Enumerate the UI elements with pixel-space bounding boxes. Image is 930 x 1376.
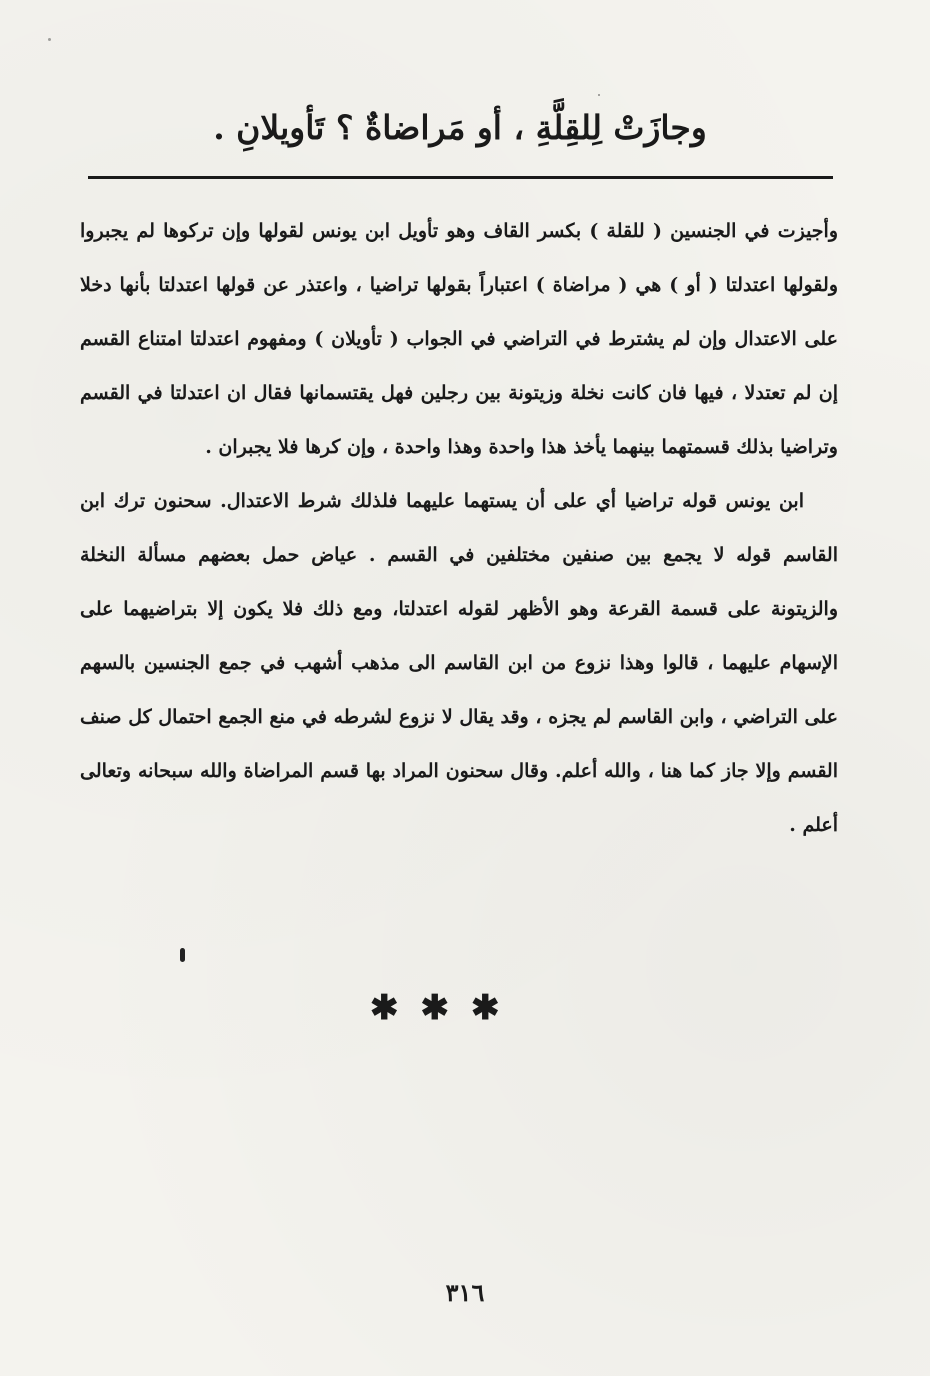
ink-speck: [48, 38, 51, 41]
commentary-paragraph-2: ابن يونس قوله تراضيا أي على أن يستهما عليهما فلذلك شرط الاعتدال. سحنون ترك ابن القاسم قوله لا يجمع بين صنفين مختلفين في القسم . عياض حمل بعضهم مسألة النخلة والزيتونة على قسمة القرعة وهو الأظهر لقوله اعتدلتا، ومع ذلك فلا يكون إلا بتراضيهما على الإسهام عليهما ، قالوا وهذا نزوع من ابن القاسم الى مذهب أشهب في جمع الجنسين بالسهم على التراضي ، وابن القاسم لم يجزه ، وقد يقال لا نزوع لشرطه في منع الجمع احتمال كل صنف القسم وإلا جاز كما هنا ، والله أعلم. وقال سحنون المراد بها قسم المراضاة والله سبحانه وتعالى أعلم .: [80, 490, 838, 836]
section-end-ornament: ✱✱✱: [370, 988, 522, 1028]
ink-speck: [598, 94, 600, 96]
commentary-body: [80, 204, 838, 852]
verse-heading: وجازَتْ لِلقِلَّةِ ، أو مَراضاةٌ ؟ تَأويلانِ .: [213, 108, 707, 147]
commentary-paragraph-1: وأجيزت في الجنسين ( للقلة ) بكسر القاف وهو تأويل ابن يونس لقولها وإن تركوها لم يجبروا ولقولها اعتدلتا ( أو ) هي ( مراضاة ) اعتباراً بقولها تراضيا ، واعتذر عن قولها اعتدلتا بأنها دخلا على الاعتدال وإن لم يشترط في التراضي في الجواب ( تأويلان ) ومفهوم اعتدلتا امتناع القسم إن لم تعتدلا ، فيها فان كانت نخلة وزيتونة بين رجلين فهل يقتسمانها فقال ان اعتدلتا في القسم وتراضيا بذلك قسمتهما بينهما يأخذ هذا واحدة وهذا واحدة ، وإن كرها فلا يجبران .: [80, 220, 838, 458]
page-number: ٣١٦: [445, 1278, 485, 1307]
heading-divider: [88, 176, 833, 179]
ink-speck: [180, 948, 185, 962]
